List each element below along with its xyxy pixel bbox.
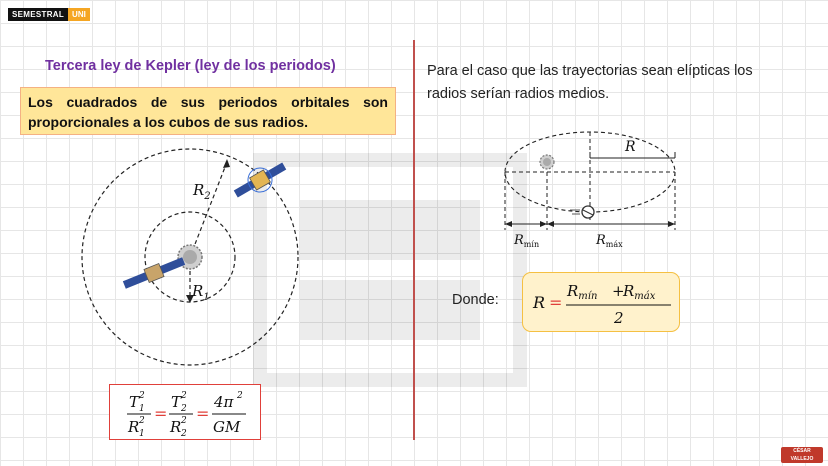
planet-icon bbox=[570, 206, 594, 218]
svg-text:=: = bbox=[196, 404, 210, 423]
page-title: Tercera ley de Kepler (ley de los periodos) bbox=[45, 58, 336, 74]
column-divider bbox=[413, 40, 415, 440]
svg-text:+: + bbox=[612, 282, 625, 300]
svg-text:2: 2 bbox=[181, 429, 187, 439]
svg-text:1: 1 bbox=[139, 404, 145, 414]
svg-text:R: R bbox=[533, 293, 546, 312]
svg-text:Rmín: $R_{mín}$ bbox=[567, 282, 598, 302]
svg-text:GM: GM bbox=[213, 418, 241, 436]
svg-text:2: 2 bbox=[181, 404, 187, 414]
svg-text:2: 2 bbox=[139, 391, 145, 401]
law-line-2: proporcionales a los cubos de sus radios. bbox=[28, 114, 309, 130]
svg-text:R: R bbox=[170, 418, 182, 436]
intro-text: Para el caso que las trayectorias sean elípticas los radios serían radios medios. bbox=[427, 63, 753, 102]
svg-text:2: 2 bbox=[237, 391, 243, 401]
label-r1: $R_1$ bbox=[192, 282, 210, 303]
svg-text:T: T bbox=[171, 393, 182, 411]
r2-arrowhead bbox=[223, 159, 230, 168]
donde-label: Donde: bbox=[452, 292, 499, 308]
r2-line bbox=[190, 162, 227, 257]
kepler-formula bbox=[110, 385, 262, 441]
brand-uni: UNI bbox=[68, 8, 90, 21]
law-line-1: Los cuadrados de sus periodos orbitales son bbox=[28, 94, 388, 110]
svg-text:2: 2 bbox=[181, 391, 187, 401]
svg-text:2: 2 bbox=[139, 416, 145, 426]
kepler-formula-box bbox=[109, 384, 261, 440]
svg-text:T: T bbox=[129, 393, 140, 411]
law-statement-box bbox=[20, 87, 396, 135]
ellipse-diagram bbox=[496, 120, 686, 250]
mean-radius-formula bbox=[523, 273, 681, 333]
satellite-outer-icon bbox=[230, 156, 290, 205]
label-R: R bbox=[625, 139, 636, 155]
brand-badge bbox=[8, 8, 90, 21]
svg-text:4π: 4π bbox=[214, 393, 234, 411]
label-rmin: $R_{mín}$ bbox=[514, 233, 540, 249]
cesar-vallejo-logo: CÉSAR VALLEJO bbox=[781, 447, 823, 463]
svg-text:=: = bbox=[154, 404, 168, 423]
svg-text:Rmáx: $R_{máx}$ bbox=[623, 282, 656, 302]
mean-radius-formula-box bbox=[522, 272, 680, 332]
satellite-inner-icon bbox=[122, 255, 187, 292]
svg-text:2: 2 bbox=[181, 416, 187, 426]
label-r2: $R_2$ bbox=[193, 181, 211, 202]
svg-text:2: 2 bbox=[614, 309, 624, 327]
sun-icon bbox=[540, 155, 554, 169]
svg-text:R: R bbox=[128, 418, 140, 436]
svg-text:=: = bbox=[549, 293, 563, 312]
orbits-diagram bbox=[80, 145, 320, 370]
svg-text:1: 1 bbox=[139, 429, 145, 439]
brand-semestral: SEMESTRAL bbox=[8, 8, 68, 21]
label-rmax: $R_{máx}$ bbox=[596, 233, 623, 249]
